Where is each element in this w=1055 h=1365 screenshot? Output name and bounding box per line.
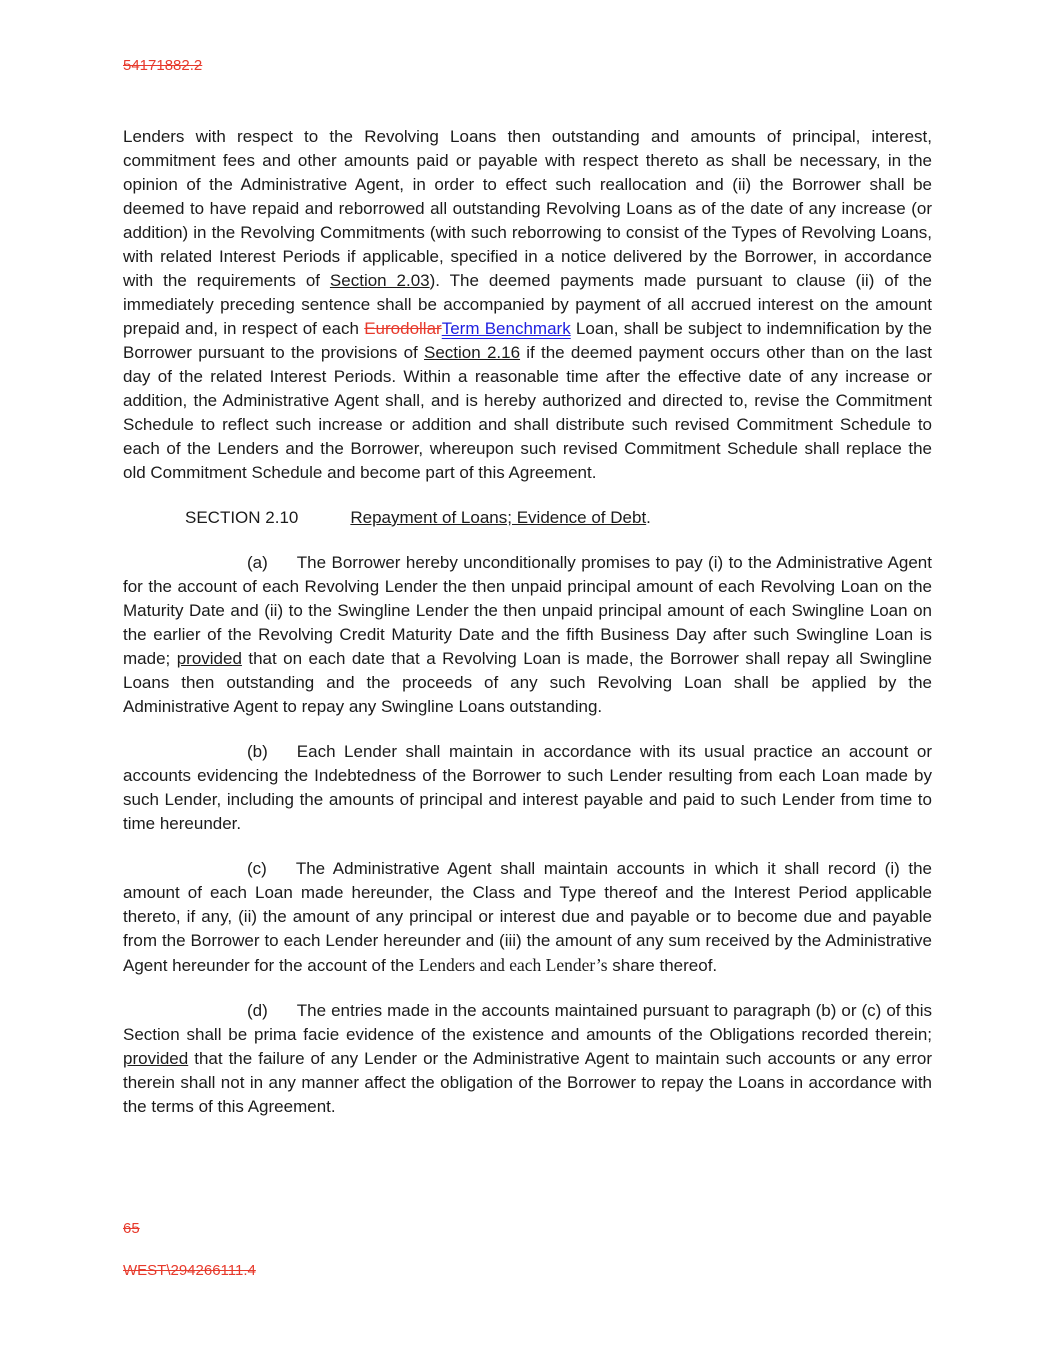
paragraph-label: (c): [247, 859, 267, 878]
paragraph: [123, 999, 932, 1119]
page-number: 65: [123, 1220, 140, 1237]
paragraph-label: (d): [247, 1001, 268, 1020]
section-title-suffix: .: [646, 508, 651, 527]
section-reference: Section 2.16: [424, 343, 521, 362]
body-text: share thereof.: [607, 956, 718, 975]
body-text: Each Lender shall maintain in accordance with its usual practice an account or accounts evidencing the Indebtedness of the Borrower to such Lender resulting from each Loan made by such Lender, including the amounts of principal and interest payable and paid to such Lender from time to time hereunder.: [123, 742, 932, 833]
body-text: ). The deemed payments made pursuant to clause (ii) of the immediately preceding sentence shall be accompanied by payment of all accrued interest on the amount prepaid and, in respect of each: [123, 271, 932, 338]
document-body: [123, 125, 932, 1140]
section-reference: Section 2.03: [329, 271, 430, 290]
inserted-text: Term Benchmark: [441, 319, 571, 338]
body-text: Loan, shall be subject to indemnification by the Borrower pursuant to the provisions of: [123, 319, 932, 362]
paragraph-label: (a): [247, 553, 268, 572]
deleted-text: Eurodollar: [364, 319, 442, 338]
doc-id-header: 54171882.2: [123, 57, 203, 74]
section-number: SECTION 2.10: [185, 508, 299, 527]
paragraph-label: (b): [247, 742, 268, 761]
paragraph: [123, 740, 932, 836]
section-title: Repayment of Loans; Evidence of Debt: [350, 508, 647, 527]
body-text: The entries made in the accounts maintained pursuant to paragraph (b) or (c) of this Section shall be prima facie evidence of the existence and amounts of the Obligations recorded therein;: [123, 1001, 932, 1044]
section-reference: provided: [176, 649, 242, 668]
body-text: The Borrower hereby unconditionally promises to pay (i) to the Administrative Agent for the account of each Revolving Lender the then unpaid principal amount of each Revolving Loan on the Maturity Date and (ii) to the Swingline Lender the then unpaid principal amount of each Swingline Loan on the earlier of the Revolving Credit Maturity Date and the fifth Business Day after such Swingline Loan is made;: [123, 553, 932, 668]
body-text: The Administrative Agent shall maintain accounts in which it shall record (i) the amount of each Loan made hereunder, the Class and Type thereof and the Interest Period applicable thereto, if any, (ii) the amount of any principal or interest due and payable or to become due and payable from the Borrower to each Lender hereunder and (iii) the amount of any sum received by the Administrative Agent hereunder for the account of the: [123, 859, 932, 975]
serif-text: Lenders and each Lender’s: [418, 955, 608, 975]
footer-doc-id: WEST\294266111.4: [123, 1262, 256, 1279]
body-text: that on each date that a Revolving Loan is made, the Borrower shall repay all Swingline Loans then outstanding and the proceeds of any such Revolving Loan shall be applied by the Administrative Agent to repay any Swingline Loans outstanding.: [123, 649, 932, 716]
body-text: if the deemed payment occurs other than on the last day of the related Interest Periods. Within a reasonable time after the effective date of any increase or addition, the Administrative Agent shall, and is hereby authorized and directed to, revise the Commitment Schedule to reflect such increase or addition and shall distribute such revised Commitment Schedule to each of the Lenders and the Borrower, whereupon such revised Commitment Schedule shall replace the old Commitment Schedule and become part of this Agreement.: [123, 343, 933, 482]
body-text: that the failure of any Lender or the Administrative Agent to maintain such accounts or any error therein shall not in any manner affect the obligation of the Borrower to repay the Loans in accordance with the terms of this Agreement.: [123, 1049, 932, 1116]
paragraph: [123, 551, 932, 719]
paragraph: [123, 857, 932, 978]
paragraph: [123, 125, 932, 485]
section-heading: [123, 506, 932, 530]
body-text: Lenders with respect to the Revolving Loans then outstanding and amounts of principal, interest, commitment fees and other amounts paid or payable with respect thereto as shall be necessary, in the opinion of the Administrative Agent, in order to effect such reallocation and (ii) the Borrower shall be deemed to have repaid and reborrowed all outstanding Revolving Loans as of the date of any increase (or addition) in the Revolving Commitments (with such reborrowing to consist of the Types of Revolving Loans, with related Interest Periods if applicable, specified in a notice delivered by the Borrower, in accordance with the requirements of: [123, 127, 932, 290]
section-reference: provided: [123, 1049, 189, 1068]
